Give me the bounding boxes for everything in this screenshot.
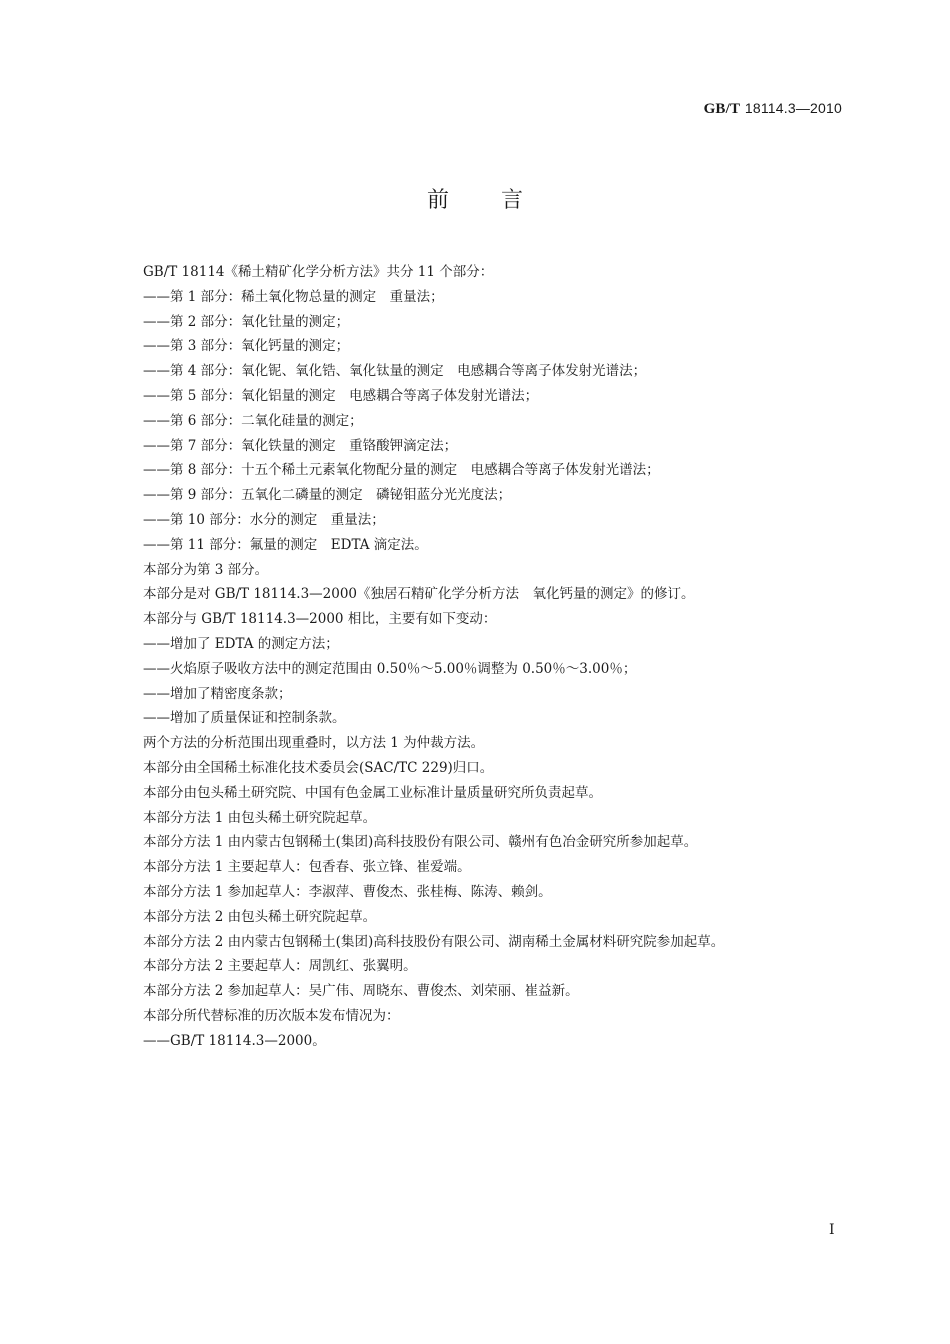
text-line: 本部分方法 1 由内蒙古包钢稀土(集团)高科技股份有限公司、赣州有色冶金研究所参加起草。 — [143, 834, 698, 851]
list-item-part-9: ——第 9 部分：五氧化二磷量的测定 磷铋钼蓝分光光度法； — [143, 487, 512, 504]
text-line: 本部分方法 2 由内蒙古包钢稀土(集团)高科技股份有限公司、湖南稀土金属材料研究院参加起草。 — [143, 933, 725, 950]
list-item-part-3: ——第 3 部分：氧化钙量的测定； — [143, 338, 350, 355]
text-line: 本部分由全国稀土标准化技术委员会(SAC/TC 229)归口。 — [143, 759, 494, 776]
foreword-body — [143, 260, 863, 1054]
title-char-1: 前 — [426, 188, 449, 213]
page-title — [0, 183, 950, 214]
list-item-part-6: ——第 6 部分：二氧化硅量的测定； — [143, 412, 363, 429]
text-line: 本部分是对 GB/T 18114.3—2000《独居石精矿化学分析方法 氧化钙量的测定》的修订。 — [143, 586, 695, 603]
list-item-part-1: ——第 1 部分：稀土氧化物总量的测定 重量法； — [143, 288, 444, 305]
previous-version-item: ——GB/T 18114.3—2000。 — [143, 1032, 326, 1049]
text-line: 本部分方法 2 由包头稀土研究院起草。 — [143, 908, 377, 925]
list-item-part-11: ——第 11 部分：氟量的测定 EDTA 滴定法。 — [143, 536, 428, 553]
text-line: 两个方法的分析范围出现重叠时，以方法 1 为仲裁方法。 — [143, 735, 485, 752]
text-line: 本部分所代替标准的历次版本发布情况为： — [143, 1007, 400, 1024]
list-item-part-5: ——第 5 部分：氧化铝量的测定 电感耦合等离子体发射光谱法； — [143, 387, 539, 404]
text-line: GB/T 18114《稀土精矿化学分析方法》共分 11 个部分： — [143, 264, 494, 280]
change-item: ——火焰原子吸收方法中的测定范围由 0.50％～5.00％调整为 0.50％～3.00％； — [143, 660, 637, 677]
standard-number: 18114.3—2010 — [744, 100, 842, 116]
list-item-part-2: ——第 2 部分：氧化钍量的测定； — [143, 313, 350, 330]
text-line: 本部分方法 2 参加起草人：吴广伟、周晓东、曹俊杰、刘荣丽、崔益新。 — [143, 983, 579, 1000]
standard-code — [704, 100, 842, 118]
title-char-2: 言 — [501, 188, 524, 213]
text-line: 本部分由包头稀土研究院、中国有色金属工业标准计量质量研究所负责起草。 — [143, 784, 602, 801]
list-item-part-8: ——第 8 部分：十五个稀土元素氧化物配分量的测定 电感耦合等离子体发射光谱法； — [143, 462, 660, 479]
standard-prefix: GB/T — [703, 101, 741, 117]
text-line: 本部分与 GB/T 18114.3—2000 相比，主要有如下变动： — [143, 611, 497, 628]
text-line: 本部分方法 1 主要起草人：包香春、张立锋、崔爱端。 — [143, 859, 471, 876]
list-item-part-10: ——第 10 部分：水分的测定 重量法； — [143, 511, 385, 528]
change-item: ——增加了质量保证和控制条款。 — [143, 710, 346, 727]
page-number: I — [829, 1222, 835, 1238]
text-line: 本部分为第 3 部分。 — [143, 561, 269, 578]
text-line: 本部分方法 2 主要起草人：周凯红、张翼明。 — [143, 958, 417, 975]
list-item-part-7: ——第 7 部分：氧化铁量的测定 重铬酸钾滴定法； — [143, 437, 458, 454]
change-item: ——增加了精密度条款； — [143, 685, 292, 702]
change-item: ——增加了 EDTA 的测定方法； — [143, 635, 339, 652]
text-line: 本部分方法 1 由包头稀土研究院起草。 — [143, 809, 377, 826]
text-line: 本部分方法 1 参加起草人：李淑萍、曹俊杰、张桂梅、陈涛、赖剑。 — [143, 883, 552, 900]
list-item-part-4: ——第 4 部分：氧化铌、氧化锆、氧化钛量的测定 电感耦合等离子体发射光谱法； — [143, 363, 647, 380]
